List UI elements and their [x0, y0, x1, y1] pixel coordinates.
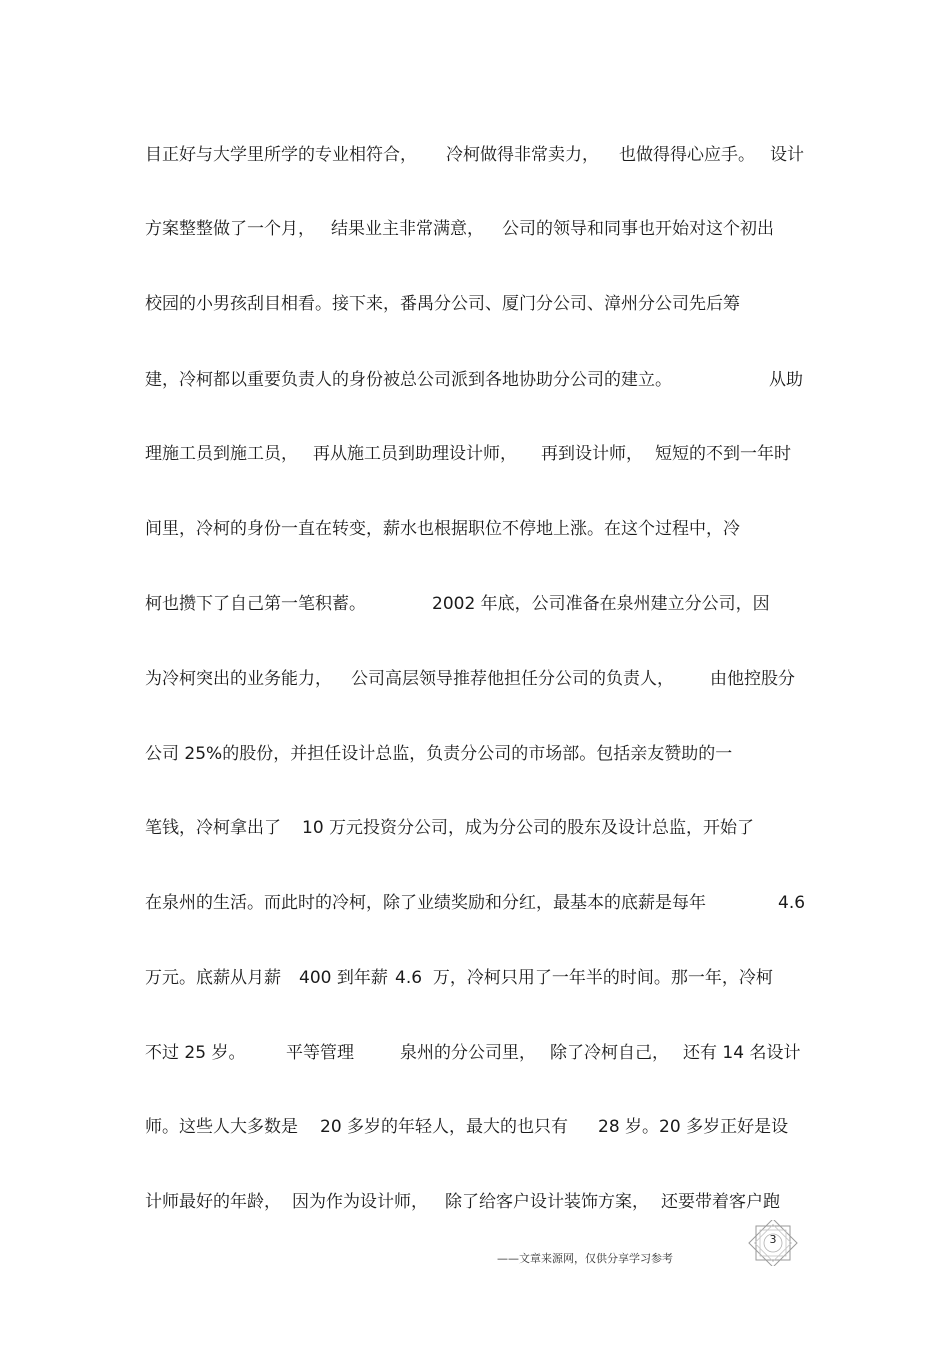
- text-segment: 结果业主非常满意，: [331, 219, 484, 239]
- page-number: 3: [769, 1233, 777, 1246]
- text-line: [145, 1114, 805, 1140]
- text-segment: 公司的领导和同事也开始对这个初出: [502, 219, 774, 239]
- text-segment: 公司高层领导推荐他担任分公司的负责人，: [351, 669, 674, 689]
- text-segment: 因为作为设计师，: [292, 1192, 428, 1212]
- text-segment: 10 万元投资分公司，成为分公司的股东及设计总监，开始了: [302, 818, 755, 838]
- text-line: [145, 591, 805, 617]
- text-line: [145, 142, 805, 168]
- text-segment: 4.6 万，冷柯只用了一年半的时间。那一年，冷柯: [395, 968, 773, 988]
- text-segment: 28 岁。20 多岁正好是设: [598, 1117, 789, 1137]
- text-segment: 校园的小男孩刮目相看。接下来，番禺分公司、厦门分公司、漳州分公司先后筹: [145, 294, 740, 314]
- text-line: [145, 1189, 805, 1215]
- text-segment: 从助: [769, 370, 803, 390]
- text-segment: 理施工员到施工员，: [145, 444, 298, 464]
- text-segment: 再到设计师，: [541, 444, 643, 464]
- text-segment: 也做得得心应手。: [619, 145, 755, 165]
- text-line: [145, 741, 805, 767]
- text-segment: 师。这些人大多数是: [145, 1117, 298, 1137]
- text-line: [145, 216, 805, 242]
- text-segment: 除了冷柯自己，: [550, 1043, 669, 1063]
- text-segment: 设计: [770, 145, 804, 165]
- text-line: [145, 441, 805, 467]
- text-line: [145, 367, 805, 393]
- text-segment: 间里，冷柯的身份一直在转变，薪水也根据职位不停地上涨。在这个过程中，冷: [145, 519, 740, 539]
- text-line: [145, 965, 805, 991]
- text-segment: 短短的不到一年时: [655, 444, 791, 464]
- text-segment: 公司 25%的股份，并担任设计总监，负责分公司的市场部。包括亲友赞助的一: [145, 744, 733, 764]
- text-segment: 不过 25 岁。: [145, 1043, 246, 1063]
- text-line: [145, 666, 805, 692]
- text-segment: 万元。底薪从月薪: [145, 968, 281, 988]
- text-line: [145, 815, 805, 841]
- text-segment: 泉州的分公司里，: [400, 1043, 536, 1063]
- text-segment: 还要带着客户跑: [661, 1192, 780, 1212]
- text-segment: 在泉州的生活。而此时的冷柯，除了业绩奖励和分红，最基本的底薪是每年: [145, 893, 706, 913]
- text-segment: 笔钱，冷柯拿出了: [145, 818, 281, 838]
- text-segment: 冷柯做得非常卖力，: [446, 145, 599, 165]
- text-segment: 计师最好的年龄，: [145, 1192, 281, 1212]
- text-line: [145, 890, 805, 916]
- section-heading: 平等管理: [286, 1043, 354, 1063]
- text-line: [145, 516, 805, 542]
- text-line: [145, 1040, 805, 1066]
- text-segment: 2002 年底，公司准备在泉州建立分公司，因: [432, 594, 770, 614]
- text-segment: 还有 14 名设计: [683, 1043, 801, 1063]
- footer-note: ——文章来源网，仅供分享学习参考: [497, 1252, 673, 1265]
- text-line: [145, 291, 805, 317]
- text-segment: 柯也攒下了自己第一笔积蓄。: [145, 594, 366, 614]
- text-segment: 20 多岁的年轻人，最大的也只有: [320, 1117, 569, 1137]
- text-segment: 4.6: [778, 893, 806, 913]
- text-segment: 再从施工员到助理设计师，: [313, 444, 517, 464]
- page-number-badge: [748, 1220, 798, 1266]
- text-segment: 由他控股分: [710, 669, 795, 689]
- text-segment: 目正好与大学里所学的专业相符合，: [145, 145, 417, 165]
- text-segment: 400 到年薪: [299, 968, 388, 988]
- text-segment: 建，冷柯都以重要负责人的身份被总公司派到各地协助分公司的建立。: [145, 370, 672, 390]
- text-segment: 除了给客户设计装饰方案，: [445, 1192, 649, 1212]
- text-segment: 方案整整做了一个月，: [145, 219, 315, 239]
- text-segment: 为冷柯突出的业务能力，: [145, 669, 332, 689]
